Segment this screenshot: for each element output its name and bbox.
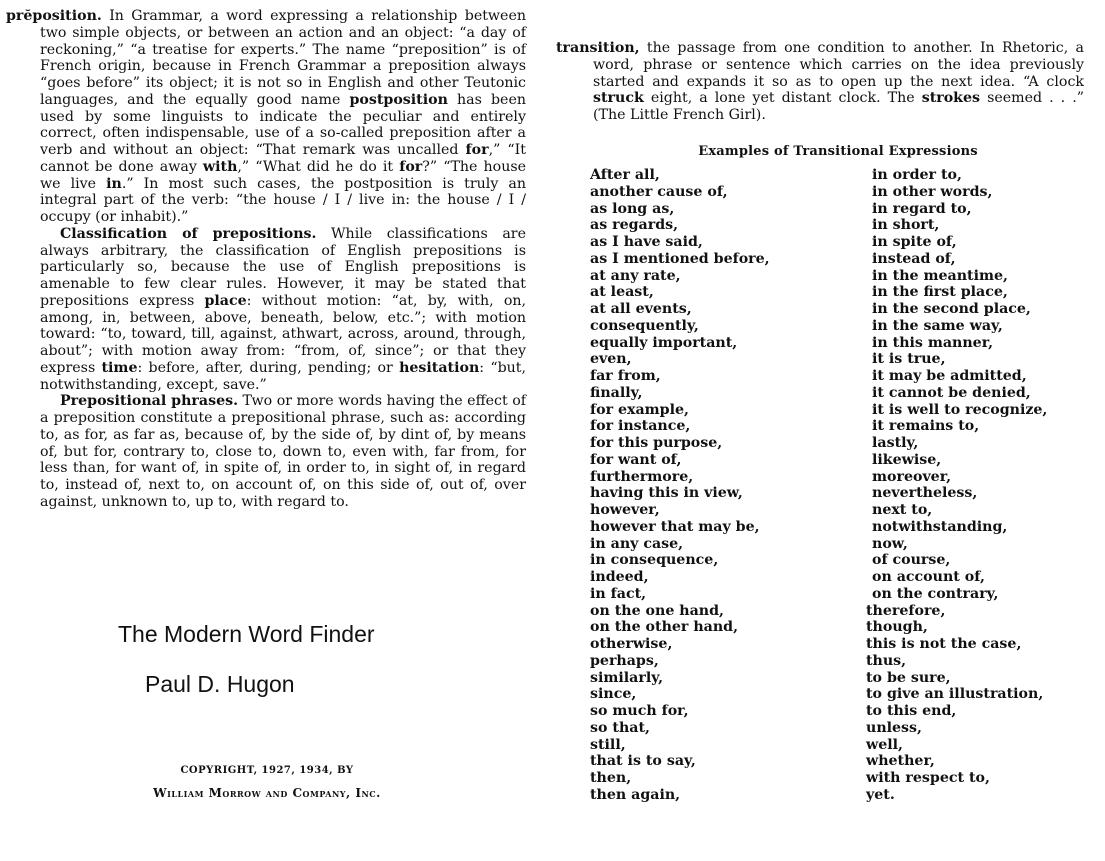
list-item: it remains to, <box>872 418 980 435</box>
list-item: so that, <box>590 719 650 736</box>
list-item: even, <box>590 351 632 368</box>
list-item: next to, <box>872 502 933 518</box>
list-item: otherwise, <box>590 636 673 652</box>
copyright-block <box>118 760 416 804</box>
list-item: likewise, <box>872 451 942 468</box>
list-item: finally, <box>590 384 643 401</box>
list-item: indeed, <box>590 569 649 585</box>
list-item: therefore, <box>866 602 946 619</box>
list-item: nevertheless, <box>872 485 978 502</box>
list-item: notwithstanding, <box>872 518 1008 535</box>
list-item: to this end, <box>866 703 957 719</box>
transitional-expressions-right-list <box>866 167 1048 804</box>
list-item: that is to say, <box>590 753 696 770</box>
list-item: on the other hand, <box>590 619 739 636</box>
phrases-heading: Prepositional phrases. <box>60 393 239 410</box>
list-item: for want of, <box>590 451 682 468</box>
list-item: yet. <box>866 786 895 803</box>
list-item: another cause of, <box>590 183 728 200</box>
list-item: for instance, <box>590 418 691 435</box>
list-item: well, <box>866 736 903 753</box>
classification-heading: Classification of prepositions. <box>60 225 317 242</box>
preposition-headword: prĕposition. <box>6 8 102 24</box>
list-item: in the first place, <box>872 284 1008 301</box>
list-item: however, <box>590 502 660 518</box>
list-item: whether, <box>866 753 935 770</box>
list-item: in the meantime, <box>872 267 1008 284</box>
list-item: in consequence, <box>590 552 719 569</box>
transition-headword: transition, <box>556 40 640 56</box>
list-item: lastly, <box>872 435 919 451</box>
list-item: as I have said, <box>590 234 703 250</box>
list-item: unless, <box>866 719 922 736</box>
list-item: with respect to, <box>866 770 990 786</box>
list-item: in any case, <box>590 535 684 552</box>
list-item: of course, <box>872 552 951 569</box>
book-title: The Modern Word Finder <box>118 621 375 647</box>
list-item: at least, <box>590 284 654 301</box>
list-item: it is well to recognize, <box>872 401 1048 418</box>
list-item: instead of, <box>872 250 956 267</box>
list-item: equally important, <box>590 334 738 351</box>
transitional-expressions-left-list <box>590 167 770 804</box>
list-item: in order to, <box>872 167 962 183</box>
list-item: in regard to, <box>872 200 972 217</box>
list-item: then again, <box>590 786 681 803</box>
list-item: in the same way, <box>872 317 1003 334</box>
list-item: as regards, <box>590 217 679 234</box>
list-item: then, <box>590 770 632 786</box>
list-item: having this in view, <box>590 485 743 502</box>
classification-paragraph: Classification of prepositions. While classifications are always arbitrary, the classification of English prepositions is particularly so, because the use of English prepositions is amenable to few clear rules. However, it may be stated that prepositions express place: without motion: “at, by, with, on, among, in, between, above, beneath, below, etc.”; with motion toward: “to, toward, till, against, athwart, across, around, through, about”; with motion away from: “from, of, since”; or that they express time: before, after, during, pending; or hesitation: “but, notwithstanding, except, save.” <box>40 225 527 393</box>
list-item: it is true, <box>872 351 946 368</box>
list-item: though, <box>866 619 928 636</box>
list-item: so much for, <box>590 703 689 719</box>
list-item: since, <box>590 686 637 703</box>
list-item: consequently, <box>590 317 699 334</box>
preposition-entry <box>6 8 526 511</box>
list-item: perhaps, <box>590 652 659 669</box>
list-item: in this manner, <box>872 334 994 351</box>
preposition-definition: prĕposition. In Grammar, a word expressing a relationship between two simple objects, or between an action and an object: “a day of reckoning,” “a treatise for experts.” The name “preposition” is of French origin, because in French Grammar a preposition always “goes before” its object; it is not so in English and other Teutonic languages, and the equally good name postposition has been used by some linguists to indicate the peculiar and entirely correct, often indispensable, use of a so-called preposition after a verb and without an object: “That remark was uncalled for,” “It cannot be done away with,” “What did he do it for?” “The house we live in.” In most such cases, the postposition is truly an integral part of the verb: “the house / I / live in: the house / I / occupy (or inhabit).” <box>6 8 527 225</box>
publisher-line: William Morrow and Company, Inc. <box>153 786 381 800</box>
list-item: to give an illustration, <box>866 686 1044 703</box>
list-item: moreover, <box>872 468 952 485</box>
preposition-subsections <box>6 226 526 511</box>
list-item: far from, <box>590 368 661 384</box>
list-item: for this purpose, <box>590 435 723 451</box>
list-item: at all events, <box>590 301 692 317</box>
list-item: it cannot be denied, <box>872 384 1031 401</box>
transition-entry <box>556 40 1084 124</box>
list-item: it may be admitted, <box>872 368 1027 384</box>
phrases-paragraph: Prepositional phrases. Two or more words having the effect of a preposition constitute a prepositional phrase, such as: according to, as for, as far as, because of, by the side of, by dint of, by means of, but for, contrary to, close to, down to, even with, far from, for less than, for want of, in spite of, in order to, in sight of, in regard to, instead of, next to, on account of, on this side of, out of, over against, unknown to, up to, with regard to. <box>40 393 526 510</box>
list-item: in other words, <box>872 183 993 200</box>
list-item: on the contrary, <box>872 585 999 602</box>
list-item: in spite of, <box>872 234 957 250</box>
list-item: now, <box>872 535 908 552</box>
list-item: as long as, <box>590 200 675 217</box>
list-item: furthermore, <box>590 468 694 485</box>
list-item: for example, <box>590 401 689 418</box>
list-item: as I mentioned before, <box>590 250 770 267</box>
transition-definition: transition, the passage from one condition to another. In Rhetoric, a word, phrase or sentence which carries on the idea previously started and expands it so as to open up the next idea. “A clock struck eight, a lone yet distant clock. The strokes seemed . . .” (The Little French Girl). <box>556 40 1084 123</box>
list-item: similarly, <box>590 669 664 686</box>
examples-heading: Examples of Transitional Expressions <box>698 144 978 159</box>
list-item: this is not the case, <box>866 636 1022 652</box>
list-item: on the one hand, <box>590 602 724 619</box>
list-item: to be sure, <box>866 669 951 686</box>
list-item: thus, <box>866 652 907 669</box>
list-item: in the second place, <box>872 301 1031 317</box>
book-author: Paul D. Hugon <box>145 671 295 697</box>
list-item: at any rate, <box>590 267 681 284</box>
list-item: in fact, <box>590 585 647 602</box>
list-item: still, <box>590 736 626 753</box>
list-item: on account of, <box>872 569 985 585</box>
list-item: in short, <box>872 217 940 234</box>
copyright-line: COPYRIGHT, 1927, 1934, BY <box>180 765 354 776</box>
list-item: however that may be, <box>590 518 760 535</box>
list-item: After all, <box>590 167 660 183</box>
